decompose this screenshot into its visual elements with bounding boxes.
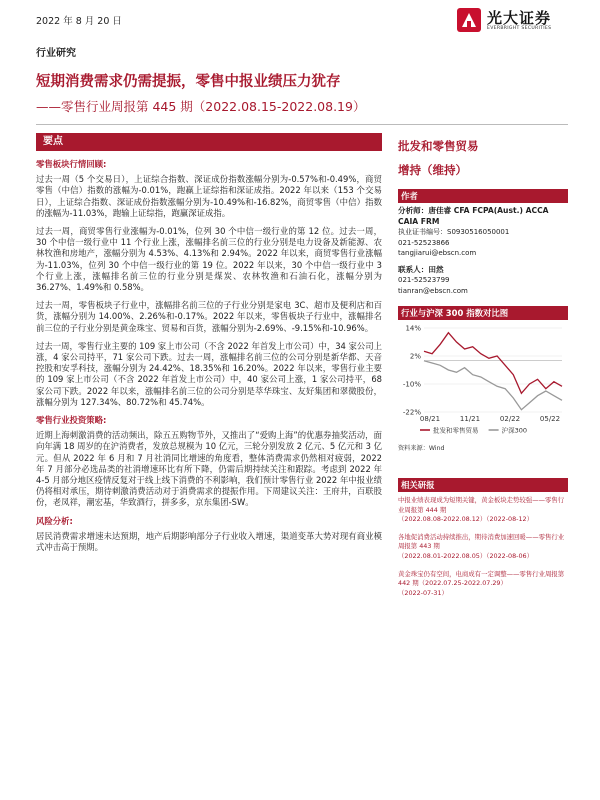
related-report-link[interactable] bbox=[398, 570, 568, 599]
section-heading: 风险分析: bbox=[36, 515, 73, 526]
related-reports bbox=[398, 478, 568, 598]
paragraph: 过去一周，商贸零售行业涨幅为-0.01%，位列 30 个中信一级行业的第 12 位。过去一周，30 个中信一级行业中 11 个行业上涨，涨幅排名前三位的行业分别是电力设备及新能源、农林牧渔和房地产，涨幅分别为 4.53%、4.13%和 2.94%。2022 年以来，商贸零售行业涨幅为-11.03%，位列 30 个中信一级行业的第 19 位。2022 年以来，30 个中信一级行业中 3 个行业上涨，涨幅排名前三位的行业分别是煤炭、农林牧渔和石油石化，涨幅分别为 36.27%、1.49%和 0.58%。 bbox=[36, 226, 382, 293]
related-report-date: （2022.08.01-2022.08.05）（2022-08-06） bbox=[398, 551, 533, 560]
section-heading: 零售行业投资策略: bbox=[36, 415, 107, 426]
report-subtitle: ——零售行业周报第 445 期（2022.08.15-2022.08.19） bbox=[36, 99, 366, 114]
brand-logo bbox=[455, 6, 551, 34]
paragraph: 居民消费需求增速未达预期，地产后期影响部分子行业收入增速，渠道变革大势对现有商业模式冲击高于预期。 bbox=[36, 530, 382, 553]
related-report-title[interactable]: 各地促消费活动持续推出，期待消费加速回暖——零售行业周报第 443 期 bbox=[398, 532, 565, 551]
related-report-date: （2022.08.08-2022.08.12）（2022-08-12） bbox=[398, 515, 533, 524]
x-tick-label: 11/21 bbox=[459, 415, 481, 423]
related-report-date: （2022-07-31） bbox=[398, 588, 448, 597]
analyst-cert: 执业证书编号：S0930516050001 bbox=[398, 228, 510, 236]
industry-name: 批发和零售贸易 bbox=[398, 139, 479, 153]
y-tick-label: -10% bbox=[402, 380, 421, 389]
logo-english: EVERBRIGHT SECURITIES bbox=[487, 25, 552, 31]
analyst-phone: 021-52523866 bbox=[398, 238, 450, 247]
chart-header: 行业与沪深 300 指数对比图 bbox=[398, 306, 568, 320]
x-tick-label: 08/21 bbox=[419, 415, 441, 423]
related-report-title[interactable]: 黄金珠宝仍有空间，电商成有一定调整——零售行业周报第 442 期（2022.07.25-2022.07.29） bbox=[398, 569, 565, 588]
comparison-chart-block bbox=[398, 306, 568, 452]
key-points-header: 要点 bbox=[36, 133, 382, 151]
contact-email[interactable]: tianran@ebscn.com bbox=[398, 286, 468, 295]
contact-phone: 021-52523799 bbox=[398, 276, 450, 284]
x-tick-label: 05/22 bbox=[539, 415, 561, 423]
key-points-body bbox=[36, 157, 382, 560]
analyst-name: 分析师：唐佳睿 CFA FCPA(Aust.) ACCA CAIA FRM bbox=[398, 206, 549, 226]
sidebar bbox=[398, 133, 568, 606]
author-header: 作者 bbox=[398, 189, 568, 203]
y-tick-label: 2% bbox=[409, 352, 421, 361]
related-report-title[interactable]: 中报业绩表现成为短期关键，黄金板块走势较强——零售行业周报第 444 期 bbox=[398, 496, 565, 514]
everbright-logo-icon bbox=[455, 6, 483, 34]
legend-label: 批发和零售贸易 bbox=[433, 426, 479, 435]
paragraph: 近期上海刺激消费的活动频出，除五五购物节外，又推出了“爱购上海”的优惠券抽奖活动，面向年满 18 周岁的在沪消费者，发放总规模为 10 亿元，三轮分别发放 2 亿元、5 亿元和 3 亿元。但从 2022 年 6 月和 7 月社消同比增速的角度看，整体消费需求仍然相对疲弱，2022 年 7 月部分必选品类的社消增速环比有所下降，仍需后期持续关注和跟踪。考虑到 2022 年 4-5 月部分地区疫情反复对于线上线下消费的不利影响，我们预计零售行业 2022 年中报业绩仍将相对承压，期待刺激消费活动对于消费需求的提振作用。下周建议关注：王府井，百联股份，老凤祥，潮宏基，华致酒行，拼多多，京东集团-SW。 bbox=[36, 430, 383, 508]
analyst-email[interactable]: tangjiarui@ebscn.com bbox=[398, 249, 477, 257]
y-tick-label: -22% bbox=[402, 408, 421, 417]
contact-name: 联系人：田然 bbox=[398, 264, 444, 274]
chart-source: 资料来源：Wind bbox=[398, 445, 445, 452]
report-title: 短期消费需求仍需提振，零售中报业绩压力犹存 bbox=[36, 74, 341, 90]
section-heading: 零售板块行情回顾: bbox=[36, 159, 107, 169]
series-line-2 bbox=[424, 361, 562, 410]
index-comparison-chart bbox=[398, 320, 568, 440]
logo-name: 光大证券 bbox=[487, 8, 552, 27]
paragraph: 过去一周（5 个交易日），上证综合指数、深证成份指数涨幅分别为-0.57%和-0.49%，商贸零售（中信）指数的涨幅为-0.01%，跑赢上证综指和深证成指。2022 年以来（153 个交易日），上证综合指数、深证成份指数涨幅分别为-10.49%和-16.82%，商贸零售（中信）指数的涨幅为-11.03%，跑输上证综指，跑赢深证成指。 bbox=[36, 174, 382, 218]
report-date: 2022 年 8 月 20 日 bbox=[36, 16, 122, 27]
related-header: 相关研报 bbox=[398, 478, 568, 492]
paragraph: 过去一周，零售行业主要的 109 家上市公司（不含 2022 年首发上市公司）中，34 家公司上涨，4 家公司持平，71 家公司下跌。过去一周，涨幅排名前三位的公司分别是新华都、天音控股和安孚科技，涨幅分别为 24.42%、18.35%和 16.20%。2022 年以来，零售行业主要的 109 家上市公司（不含 2022 年首发上市公司）中，40 家公司上涨，1 家公司持平，68 家公司下跌。2022 年以来，涨幅排名前三位的公司分别是萃华珠宝、友好集团和翠微股份，涨幅分别为 127.34%、80.72%和 45.74%。 bbox=[36, 340, 383, 407]
legend-label: 沪深300 bbox=[501, 426, 528, 435]
title-divider bbox=[36, 124, 568, 125]
industry-rating: 增持（维持） bbox=[398, 163, 467, 177]
x-tick-label: 02/22 bbox=[499, 415, 521, 423]
y-tick-label: 14% bbox=[405, 324, 421, 333]
related-report-link[interactable] bbox=[398, 496, 568, 525]
author-block bbox=[398, 189, 568, 296]
paragraph: 过去一周，零售板块子行业中，涨幅排名前三位的子行业分别是家电 3C、超市及便利店和百货，涨幅分别为 14.00%、2.26%和-0.17%。2022 年以来，零售板块子行业中，涨幅排名前三位的子行业分别是黄金珠宝、贸易和百货，涨幅分别为-2.69%、-9.15%和-10.96%。 bbox=[36, 300, 382, 333]
related-report-link[interactable] bbox=[398, 533, 568, 562]
report-category: 行业研究 bbox=[36, 48, 76, 59]
